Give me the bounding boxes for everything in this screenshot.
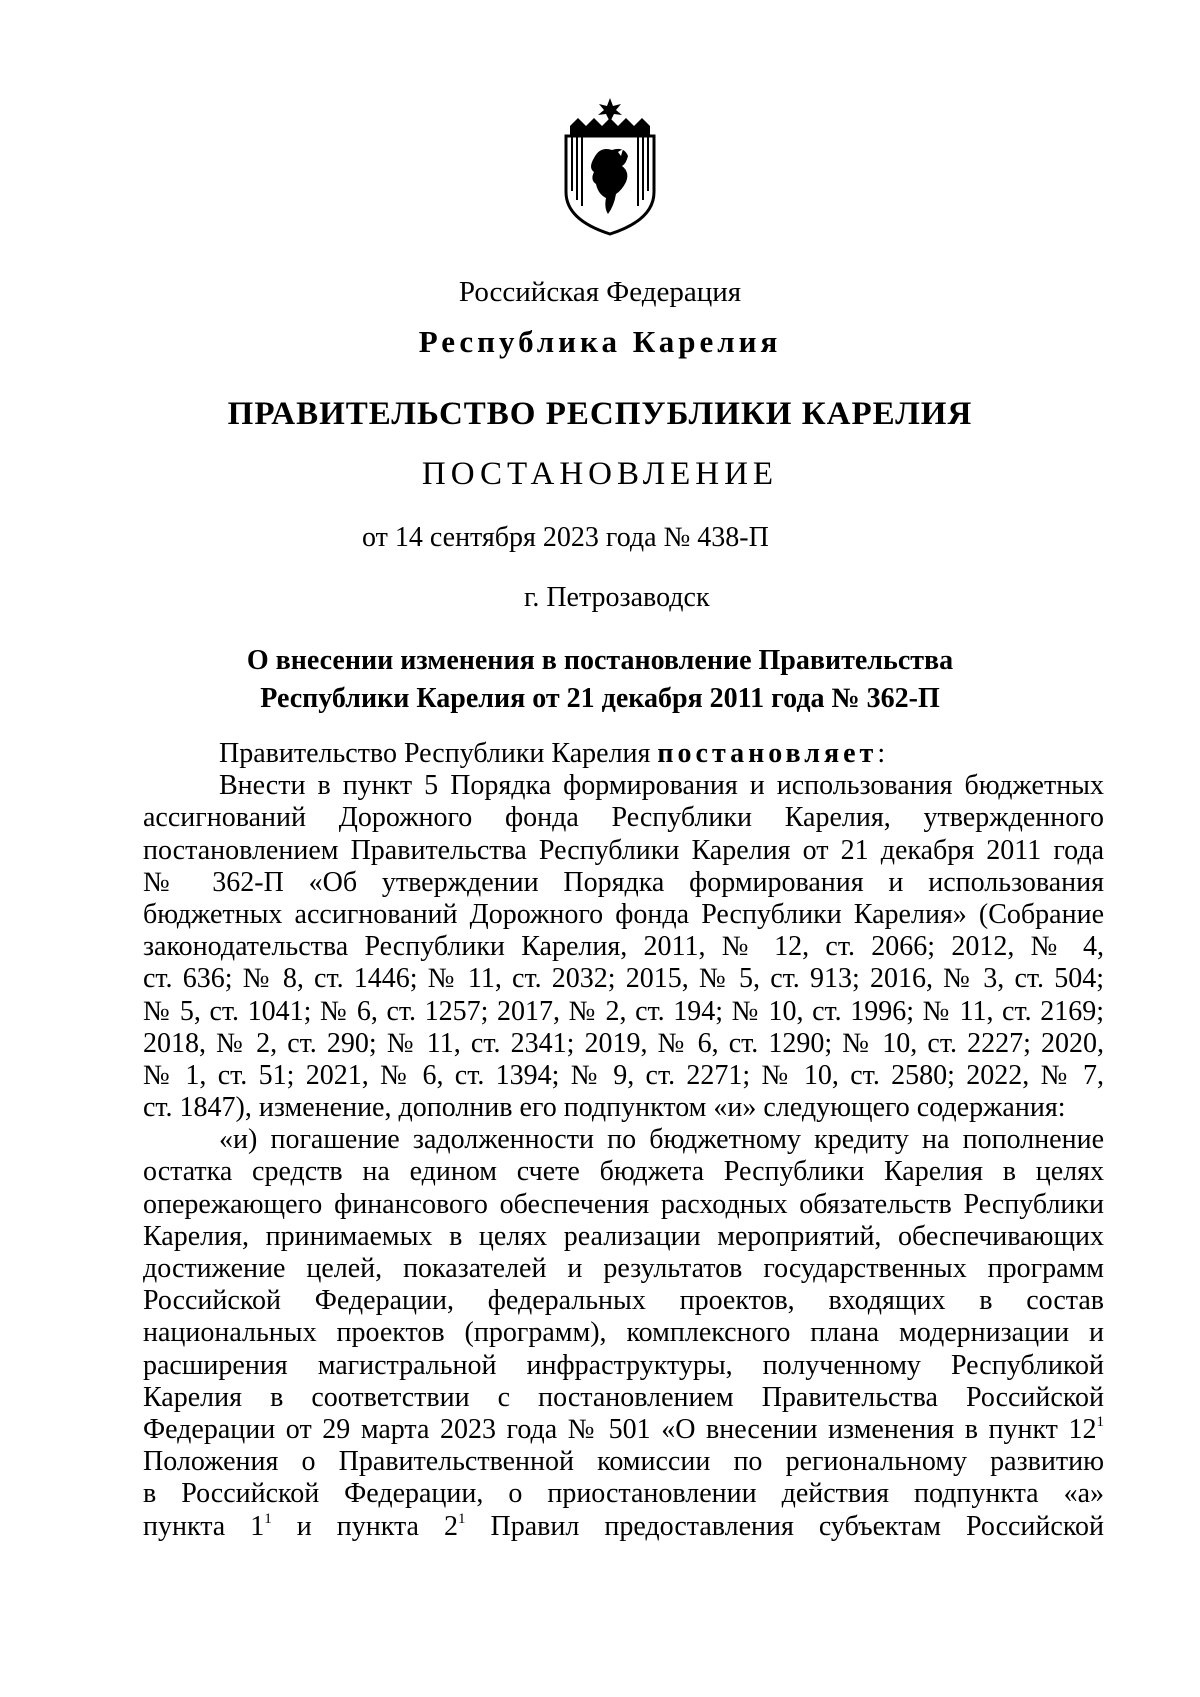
document-body — [143, 738, 1104, 1543]
republic-name: Республика Карелия — [418, 324, 782, 359]
paragraph-line: национальных проектов (программ), комплексного плана модернизации и — [143, 1317, 1104, 1349]
subject-line: Республики Карелия от 21 декабря 2011 года № 362-П — [260, 683, 940, 714]
paragraph-line: законодательства Республики Карелия, 2011, № 12, ст. 2066; 2012, № 4, — [143, 931, 1104, 963]
paragraph-2 — [143, 1124, 1104, 1542]
document-subject — [0, 642, 1200, 718]
paragraph-line: ст. 1847), изменение, дополнив его подпунктом «и» следующего содержания: — [143, 1092, 1066, 1124]
country-name: Российская Федерация — [458, 276, 742, 308]
document-date-number: от 14 сентября 2023 года № 438-П — [362, 522, 769, 553]
paragraph-line: расширения магистральной инфраструктуры, полученному Республикой — [143, 1349, 1104, 1381]
paragraph-line: № 362-П «Об утверждении Порядка формирования и использования — [143, 866, 1104, 898]
paragraph-1 — [143, 770, 1104, 1124]
paragraph-line: Положения о Правительственной комиссии по региональному развитию — [143, 1446, 1104, 1478]
paragraph-line: опережающего финансового обеспечения расходных обязательств Республики — [143, 1188, 1104, 1220]
paragraph-text: Федерации от 29 марта 2023 года № 501 «О внесении изменения в пункт 12 — [143, 1413, 1097, 1445]
paragraph-line: № 1, ст. 51; 2021, № 6, ст. 1394; № 9, ст. 2271; № 10, ст. 2580; 2022, № 7, — [143, 1059, 1104, 1091]
intro-prefix: Правительство Республики Карелия — [219, 738, 658, 769]
paragraph-line: ассигнований Дорожного фонда Республики Карелия, утвержденного — [143, 802, 1104, 834]
document-city: г. Петрозаводск — [524, 582, 710, 613]
paragraph-line: достижение целей, показателей и результатов государственных программ — [143, 1253, 1104, 1284]
intro-verb: постановляет — [657, 738, 878, 769]
superscript: 1 — [457, 1510, 466, 1527]
paragraph-text: Правил предоставления субъектам Российской — [465, 1510, 1104, 1542]
intro-line — [143, 738, 1104, 770]
paragraph-line: Карелия в соответствии с постановлением Правительства Российской — [143, 1381, 1104, 1413]
paragraph-text: и пункта 2 — [271, 1510, 458, 1542]
paragraph-line — [143, 1511, 1104, 1543]
paragraph-line: Внести в пункт 5 Порядка формирования и использования бюджетных — [219, 770, 1104, 802]
paragraph-line: Карелия, принимаемых в целях реализации мероприятий, обеспечивающих — [143, 1220, 1104, 1252]
superscript: 1 — [264, 1510, 272, 1527]
karelia-coat-of-arms-icon — [560, 96, 660, 236]
paragraph-line: в Российской Федерации, о приостановлении действия подпункта «а» — [143, 1478, 1104, 1510]
paragraph-line: остатка средств на едином счете бюджета Республики Карелия в целях — [143, 1156, 1104, 1188]
intro-suffix: : — [877, 738, 886, 769]
paragraph-line: № 5, ст. 1041; № 6, ст. 1257; 2017, № 2, ст. 194; № 10, ст. 1996; № 11, ст. 2169; — [143, 995, 1104, 1027]
paragraph-line: 2018, № 2, ст. 290; № 11, ст. 2341; 2019, № 6, ст. 1290; № 10, ст. 2227; 2020, — [143, 1027, 1104, 1059]
paragraph-line: Российской Федерации, федеральных проектов, входящих в состав — [143, 1285, 1104, 1317]
subject-line: О внесении изменения в постановление Правительства — [246, 645, 954, 676]
superscript: 1 — [1096, 1413, 1104, 1430]
paragraph-line: постановлением Правительства Республики Карелия от 21 декабря 2011 года — [143, 834, 1104, 866]
paragraph-line: ст. 636; № 8, ст. 1446; № 11, ст. 2032; 2015, № 5, ст. 913; 2016, № 3, ст. 504; — [143, 963, 1104, 995]
paragraph-line: бюджетных ассигнований Дорожного фонда Республики Карелия» (Собрание — [143, 898, 1104, 930]
document-type: ПОСТАНОВЛЕНИЕ — [421, 456, 779, 492]
paragraph-line: «и) погашение задолженности по бюджетному кредиту на пополнение — [219, 1124, 1104, 1156]
paragraph-text: пункта 1 — [143, 1510, 265, 1542]
government-title: ПРАВИТЕЛЬСТВО РЕСПУБЛИКИ КАРЕЛИЯ — [227, 396, 973, 432]
paragraph-line — [143, 1414, 1104, 1446]
